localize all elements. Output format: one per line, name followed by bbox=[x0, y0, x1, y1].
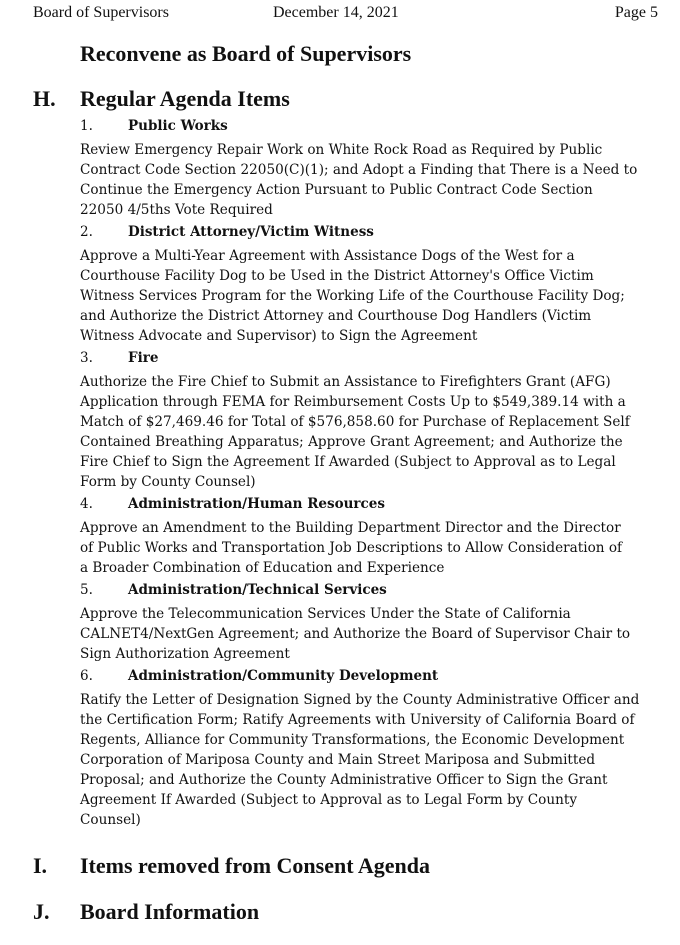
agenda-item-category: Public Works bbox=[128, 118, 228, 134]
agenda-item-category: District Attorney/Victim Witness bbox=[128, 224, 374, 240]
header-page-number: Page 5 bbox=[614, 4, 658, 21]
section-h-letter: H. bbox=[33, 86, 56, 111]
agenda-item-category: Administration/Technical Services bbox=[128, 582, 387, 598]
agenda-item-category: Fire bbox=[128, 350, 159, 366]
section-j-letter: J. bbox=[33, 899, 50, 924]
agenda-item-fire bbox=[80, 348, 660, 492]
agenda-item-description: Approve an Amendment to the Building Department Director and the Director of Public Works and Transportation Job Descriptions to Allow Consideration of a Broader Combination of Education and Experience bbox=[80, 520, 623, 576]
agenda-item-number: 2. bbox=[80, 224, 93, 240]
section-i-letter: I. bbox=[33, 853, 48, 878]
header-body-name: Board of Supervisors bbox=[33, 4, 169, 21]
agenda-item-human-resources bbox=[80, 494, 660, 578]
agenda-items-list bbox=[80, 116, 660, 832]
agenda-item-category: Administration/Human Resources bbox=[128, 496, 385, 512]
reconvene-heading: Reconvene as Board of Supervisors bbox=[80, 41, 412, 66]
section-j-heading bbox=[33, 899, 660, 929]
agenda-item-description: Authorize the Fire Chief to Submit an Assistance to Firefighters Grant (AFG) Application through FEMA for Reimbursement Costs Up to $549,389.14 with a Match of $27,469.46 for Total of $576,858.60 for Purchase of Replacement Self Contained Breathing Apparatus; Approve Grant Agreement; and Authorize the Fire Chief to Sign the Agreement If Awarded (Subject to Approval as to Legal Form by County Counsel) bbox=[80, 374, 630, 490]
section-i-heading bbox=[33, 853, 660, 883]
agenda-item-description: Review Emergency Repair Work on White Rock Road as Required by Public Contract Code Section 22050(C)(1); and Adopt a Finding that There is a Need to Continue the Emergency Action Pursuant to Public Contract Code Section 22050 4/5ths Vote Required bbox=[80, 142, 638, 218]
agenda-item-description: Ratify the Letter of Designation Signed by the County Administrative Officer and the Certification Form; Ratify Agreements with University of California Board of Regents, Alliance for Community Transformations, the Economic Development Corporation of Mariposa County and Main Street Mariposa and Submitted Proposal; and Authorize the County Administrative Officer to Sign the Grant Agreement If Awarded (Subject to Approval as to Legal Form by County Counsel) bbox=[80, 692, 640, 828]
agenda-item-header bbox=[80, 116, 660, 136]
agenda-item-number: 6. bbox=[80, 668, 93, 684]
header-date: December 14, 2021 bbox=[273, 4, 399, 21]
section-i-title: Items removed from Consent Agenda bbox=[80, 853, 430, 878]
agenda-item-header bbox=[80, 666, 660, 686]
section-h-title: Regular Agenda Items bbox=[80, 86, 290, 111]
agenda-item-description: Approve a Multi-Year Agreement with Assistance Dogs of the West for a Courthouse Facility Dog to be Used in the District Attorney's Office Victim Witness Services Program for the Working Life of the Courthouse Facility Dog; and Authorize the District Attorney and Courthouse Dog Handlers (Victim Witness Advocate and Supervisor) to Sign the Agreement bbox=[80, 248, 625, 344]
agenda-item-header bbox=[80, 348, 660, 368]
agenda-item-header bbox=[80, 580, 660, 600]
agenda-item-number: 3. bbox=[80, 350, 93, 366]
agenda-item-number: 1. bbox=[80, 118, 93, 134]
agenda-item-description: Approve the Telecommunication Services Under the State of California CALNET4/NextGen Agreement; and Authorize the Board of Supervisor Chair to Sign Authorization Agreement bbox=[80, 606, 631, 662]
agenda-item-public-works bbox=[80, 116, 660, 220]
agenda-item-number: 4. bbox=[80, 496, 93, 512]
agenda-item-community-development bbox=[80, 666, 660, 830]
agenda-item-district-attorney bbox=[80, 222, 660, 346]
section-h-heading bbox=[33, 86, 660, 116]
page-header bbox=[33, 4, 658, 24]
agenda-item-header bbox=[80, 494, 660, 514]
agenda-item-number: 5. bbox=[80, 582, 93, 598]
section-j-title: Board Information bbox=[80, 899, 260, 924]
agenda-item-header bbox=[80, 222, 660, 242]
agenda-item-category: Administration/Community Development bbox=[128, 668, 439, 684]
agenda-item-technical-services bbox=[80, 580, 660, 664]
